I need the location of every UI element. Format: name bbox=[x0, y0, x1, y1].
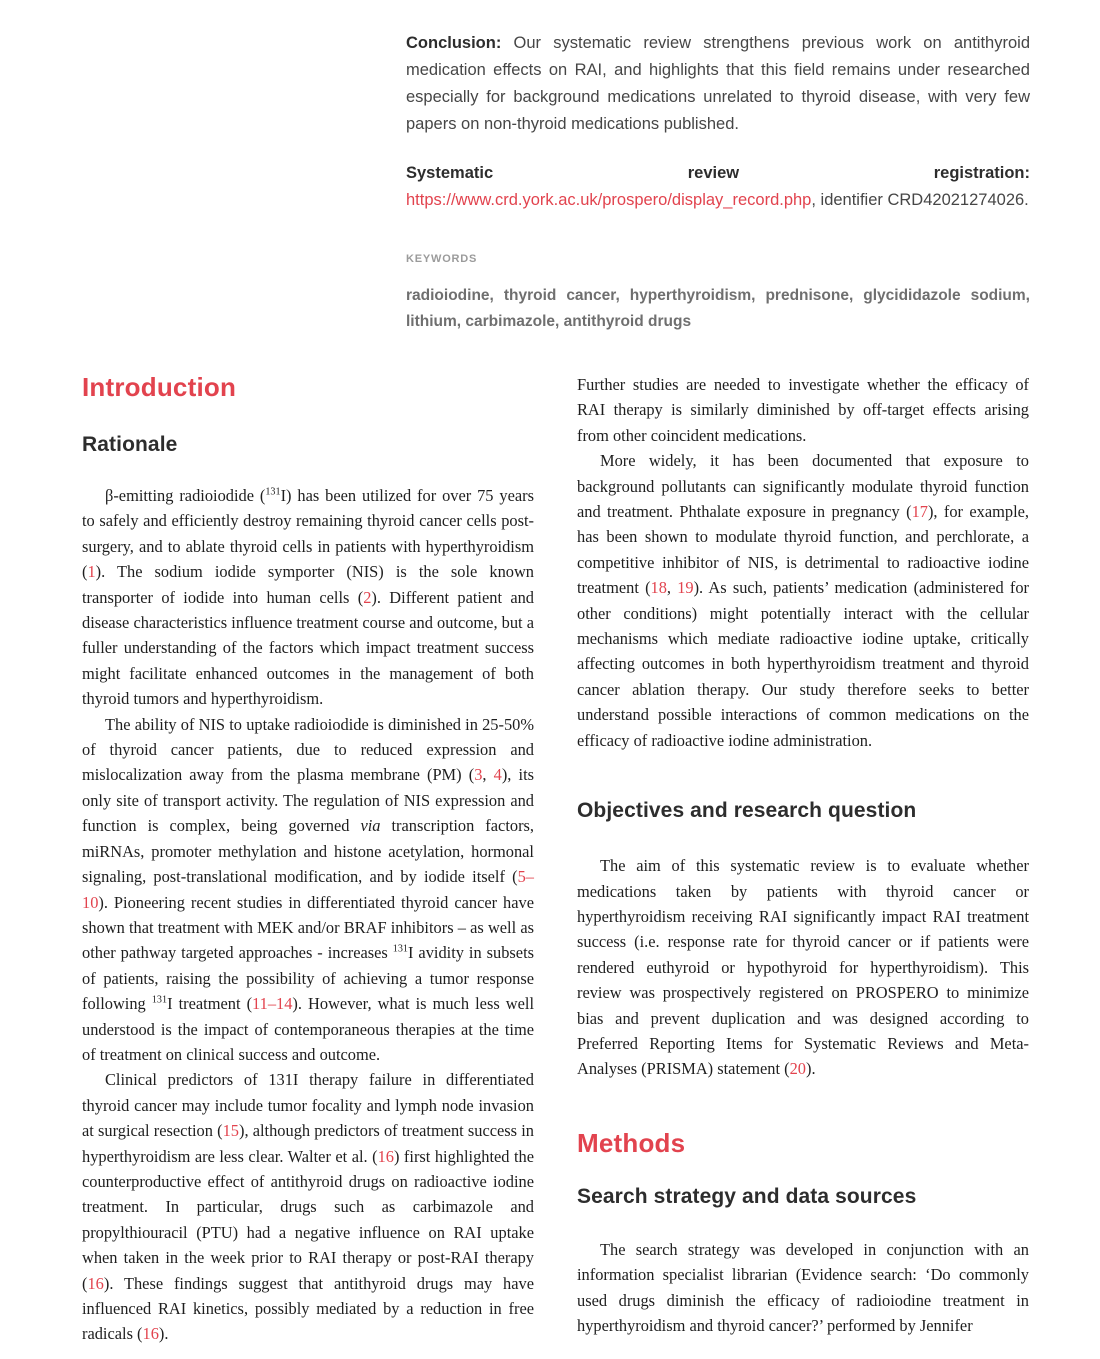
registration-link[interactable]: https://www.crd.york.ac.uk/prospero/display_record.php bbox=[406, 191, 812, 209]
paragraph bbox=[577, 372, 1029, 448]
paragraph bbox=[82, 483, 534, 712]
text-run: ). These findings suggest that antithyroid drugs may have influenced RAI kinetics, possibly mediated by a reduction in free radicals ( bbox=[82, 1273, 534, 1344]
subsection-heading-rationale: Rationale bbox=[82, 433, 178, 456]
left-column bbox=[82, 372, 534, 1347]
superscript-text: 131 bbox=[265, 486, 281, 498]
text-run: ). The sodium iodide symporter (NIS) is the sole known transporter of iodide into human cells ( bbox=[82, 562, 534, 607]
citation[interactable]: 4 bbox=[493, 765, 502, 785]
citation[interactable]: 20 bbox=[789, 1059, 806, 1079]
text-run: ), for example, has been shown to modulate thyroid function, and perchlorate, a competitive inhibitor of NIS, is detrimental to radioactive iodine treatment ( bbox=[577, 502, 1029, 598]
conclusion-paragraph bbox=[406, 30, 1030, 138]
citation[interactable]: 17 bbox=[911, 502, 928, 522]
superscript-text: 131 bbox=[392, 943, 408, 955]
text-run: I treatment ( bbox=[167, 994, 253, 1014]
text-run: β-emitting radioiodide ( bbox=[105, 486, 266, 505]
conclusion-text: Our systematic review strengthens previous work on antithyroid medication effects on RAI, and highlights that this field remains under researched especially for background medications unrelated to thyroid disease, with very few papers on non-thyroid medications published. bbox=[406, 34, 1030, 133]
text-run: ). bbox=[158, 1324, 169, 1344]
paragraph bbox=[577, 448, 1029, 753]
text-run: Clinical predictors of 131I therapy failure in differentiated thyroid cancer may include tumor focality and lymph node invasion at surgical resection ( bbox=[82, 1070, 534, 1141]
paragraph bbox=[82, 1067, 534, 1346]
objectives-paragraphs bbox=[577, 853, 1029, 1082]
right-column bbox=[577, 372, 1029, 1338]
text-run: ), although predictors of treatment success in hyperthyroidism are less clear. Walter et al. ( bbox=[82, 1121, 534, 1166]
text-run: ). Different patient and disease characteristics influence treatment course and outcome, but a fuller understanding of the factors which impact treatment success might facilitate enhanced outcomes in the management of both thyroid tumors and hyperthyroidism. bbox=[82, 587, 535, 709]
text-run: ). bbox=[806, 1059, 816, 1079]
keywords-text: radioiodine, thyroid cancer, hyperthyroidism, prednisone, glycididazole sodium, lithium, carbimazole, antithyroid drugs bbox=[406, 287, 1030, 330]
subsection-heading-search-strategy: Search strategy and data sources bbox=[577, 1184, 917, 1208]
citation[interactable]: 19 bbox=[677, 578, 694, 598]
section-heading-introduction: Introduction bbox=[82, 372, 237, 402]
text-run: ). Pioneering recent studies in differentiated thyroid cancer have shown that treatment with MEK and/or BRAF inhibitors – as well as other pathway targeted approaches - increases bbox=[82, 892, 534, 963]
paragraph bbox=[577, 1237, 1029, 1339]
text-run: ), its only site of transport activity. The regulation of NIS expression and function is complex, being governed bbox=[82, 765, 535, 836]
subsection-heading-objectives: Objectives and research question bbox=[577, 799, 917, 823]
citation[interactable]: 16 bbox=[87, 1273, 104, 1293]
conclusion-label: Conclusion: bbox=[406, 34, 502, 52]
search-strategy-paragraphs bbox=[577, 1237, 1029, 1339]
text-run: transcription factors, miRNAs, promoter methylation and histone acetylation, hormonal signaling, post-translational modification, and by iodide itself ( bbox=[82, 816, 534, 887]
citation[interactable]: 2 bbox=[363, 587, 372, 607]
citation[interactable]: 5–10 bbox=[82, 867, 534, 912]
citation[interactable]: 15 bbox=[222, 1121, 239, 1141]
keywords-label: KEYWORDS bbox=[406, 253, 478, 265]
citation[interactable]: 16 bbox=[142, 1324, 159, 1344]
text-run: The ability of NIS to uptake radioiodide is diminished in 25-50% of thyroid cancer patients, due to reduced expression and mislocalization away from the plasma membrane (PM) ( bbox=[82, 714, 534, 785]
section-heading-methods: Methods bbox=[577, 1127, 686, 1158]
text-run: , bbox=[666, 578, 678, 598]
paragraph bbox=[577, 853, 1029, 1082]
registration-label: Systematic review registration: bbox=[406, 164, 1030, 182]
text-run: , bbox=[482, 765, 494, 785]
registration-tail: , identifier CRD42021274026. bbox=[811, 191, 1029, 209]
text-run: ) first highlighted the counterproductive effect of antithyroid drugs on radioactive iodine treatment. In particular, drugs such as carbimazole and propylthiouracil (PTU) had a negative influence on RAI uptake when taken in the week prior to RAI therapy or post-RAI therapy ( bbox=[82, 1146, 534, 1293]
text-run: Further studies are needed to investigate whether the efficacy of RAI therapy is similarly diminished by off-target effects arising from other coincident medications. bbox=[577, 375, 1029, 445]
italic-text: via bbox=[360, 816, 381, 836]
text-run: ). However, what is much less well understood is the impact of contemporaneous therapies at the time of treatment on clinical success and outcome. bbox=[82, 994, 534, 1064]
citation[interactable]: 1 bbox=[87, 562, 96, 582]
citation[interactable]: 11–14 bbox=[252, 994, 293, 1014]
text-run: The aim of this systematic review is to evaluate whether medications taken by patients with thyroid cancer or hyperthyroidism receiving RAI significantly impact RAI treatment success (i.e. response rate for thyroid cancer or if patients were rendered euthyroid or hypothyroid for hyperthyroidism). This review was prospectively registered on PROSPERO to minimize bias and prevent duplication and was designed according to Preferred Reporting Items for Systematic Reviews and Meta-Analyses (PRISMA) statement ( bbox=[577, 856, 1029, 1079]
abstract-block bbox=[406, 30, 1030, 335]
citation[interactable]: 18 bbox=[650, 578, 667, 598]
rationale-paragraphs bbox=[82, 483, 534, 1347]
paragraph bbox=[82, 712, 534, 1068]
superscript-text: 131 bbox=[151, 994, 168, 1006]
citation[interactable]: 3 bbox=[474, 765, 483, 785]
citation[interactable]: 16 bbox=[377, 1146, 394, 1166]
text-run: The search strategy was developed in conjunction with an information specialist librarian (Evidence search: ‘Do commonly used drugs diminish the efficacy of radioiodine treatment in hyperthyroidism and thyroid cancer?’ performed by Jennifer bbox=[577, 1239, 1029, 1335]
text-run: I avidity in subsets of patients, raising the possibility of achieving a tumor response following bbox=[82, 943, 534, 1014]
text-run: I) has been utilized for over 75 years to safely and efficiently destroy remaining thyroid cancer cells post-surgery, and to ablate thyroid cells in patients with hyperthyroidism ( bbox=[82, 486, 534, 582]
text-run: ). As such, patients’ medication (administered for other conditions) might potentially interact with the cellular mechanisms which mediate radioactive iodine uptake, critically affecting outcomes in both hyperthyroidism treatment and thyroid cancer ablation therapy. Our study therefore seeks to better understand possible interactions of common medications on the efficacy of radioactive iodine administration. bbox=[577, 578, 1029, 750]
registration-paragraph bbox=[406, 160, 1030, 214]
intro-continued-paragraphs bbox=[577, 372, 1029, 753]
text-run: More widely, it has been documented that exposure to background pollutants can significantly modulate thyroid function and treatment. Phthalate exposure in pregnancy ( bbox=[577, 451, 1029, 522]
